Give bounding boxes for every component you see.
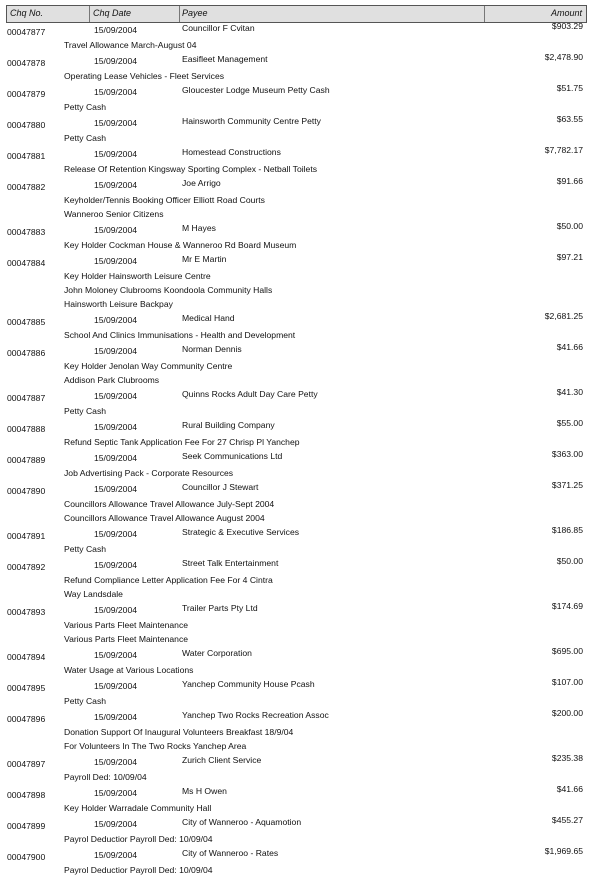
- cheque-number: 00047891: [7, 531, 46, 541]
- cheque-date: 15/09/2004: [94, 391, 138, 401]
- cheque-amount: $903.29: [551, 21, 583, 31]
- cheque-date: 15/09/2004: [94, 87, 138, 97]
- table-row: [0, 83, 597, 114]
- table-row: [0, 708, 597, 753]
- cheque-amount: $235.38: [551, 753, 583, 763]
- cheque-date: 15/09/2004: [94, 605, 138, 615]
- cheque-date: 15/09/2004: [94, 788, 138, 798]
- cheque-line: [0, 114, 597, 131]
- payee-name: Yanchep Two Rocks Recreation Assoc: [182, 710, 329, 720]
- cheque-line: [0, 556, 597, 573]
- payee-name: Councillor J Stewart: [182, 482, 259, 492]
- cheque-line: [0, 846, 597, 863]
- cheque-amount: $200.00: [551, 708, 583, 718]
- cheque-date: 15/09/2004: [94, 850, 138, 860]
- cheque-number: 00047881: [7, 151, 46, 161]
- cheque-description: John Moloney Clubrooms Koondoola Community Halls: [64, 285, 273, 295]
- cheque-amount: $363.00: [551, 449, 583, 459]
- cheque-number: 00047892: [7, 562, 46, 572]
- cheque-date: 15/09/2004: [94, 529, 138, 539]
- cheque-date: 15/09/2004: [94, 484, 138, 494]
- cheque-amount: $91.66: [556, 176, 583, 186]
- table-row: [0, 311, 597, 342]
- table-row: [0, 221, 597, 252]
- cheque-line: [0, 145, 597, 162]
- cheque-description: Key Holder Jenolan Way Community Centre: [64, 361, 233, 371]
- cheque-description: Petty Cash: [64, 406, 107, 416]
- cheque-line: [0, 708, 597, 725]
- cheque-amount: $41.30: [556, 387, 583, 397]
- cheque-description: Petty Cash: [64, 696, 107, 706]
- cheque-date: 15/09/2004: [94, 650, 138, 660]
- cheque-date: 15/09/2004: [94, 225, 138, 235]
- cheque-line: [0, 677, 597, 694]
- cheque-line: [0, 480, 597, 497]
- cheque-line: [0, 252, 597, 269]
- cheque-description: Travel Allowance March-August 04: [64, 40, 197, 50]
- cheque-number: 00047889: [7, 455, 46, 465]
- payee-name: Yanchep Community House Pcash: [182, 679, 315, 689]
- cheque-amount: $41.66: [556, 784, 583, 794]
- cheque-date: 15/09/2004: [94, 560, 138, 570]
- cheque-number: 00047899: [7, 821, 46, 831]
- cheque-amount: $2,478.90: [544, 52, 583, 62]
- cheque-date: 15/09/2004: [94, 118, 138, 128]
- cheque-description: Water Usage at Various Locations: [64, 665, 194, 675]
- cheque-date: 15/09/2004: [94, 712, 138, 722]
- cheque-description: Key Holder Warradale Community Hall: [64, 803, 212, 813]
- header-chq-date: Chq Date: [93, 8, 132, 18]
- cheque-number: 00047877: [7, 27, 46, 37]
- payee-name: Water Corporation: [182, 648, 252, 658]
- cheque-description: Refund Compliance Letter Application Fee For 4 Cintra: [64, 575, 273, 585]
- payee-name: City of Wanneroo - Rates: [182, 848, 279, 858]
- cheque-amount: $97.21: [556, 252, 583, 262]
- cheque-date: 15/09/2004: [94, 56, 138, 66]
- cheque-line: [0, 83, 597, 100]
- cheque-line: [0, 52, 597, 69]
- payee-name: Gloucester Lodge Museum Petty Cash: [182, 85, 330, 95]
- payee-name: City of Wanneroo - Aquamotion: [182, 817, 302, 827]
- cheque-number: 00047887: [7, 393, 46, 403]
- table-row: [0, 815, 597, 846]
- cheque-amount: $63.55: [556, 114, 583, 124]
- table-row: [0, 449, 597, 480]
- cheque-description: Job Advertising Pack - Corporate Resources: [64, 468, 234, 478]
- cheque-line: [0, 525, 597, 542]
- table-row: [0, 784, 597, 815]
- header-divider: [89, 6, 90, 22]
- cheque-description: Donation Support Of Inaugural Volunteers Breakfast 18/9/04: [64, 727, 294, 737]
- cheque-date: 15/09/2004: [94, 346, 138, 356]
- cheque-line: [0, 387, 597, 404]
- payee-name: Zurich Client Service: [182, 755, 262, 765]
- cheque-date: 15/09/2004: [94, 422, 138, 432]
- cheque-description: Way Landsdale: [64, 589, 123, 599]
- table-row: [0, 480, 597, 525]
- cheque-amount: $371.25: [551, 480, 583, 490]
- cheque-number: 00047884: [7, 258, 46, 268]
- payee-name: Hainsworth Community Centre Petty: [182, 116, 321, 126]
- cheque-number: 00047886: [7, 348, 46, 358]
- cheque-number: 00047894: [7, 652, 46, 662]
- cheque-description: Addison Park Clubrooms: [64, 375, 160, 385]
- cheque-description: Key Holder Cockman House & Wanneroo Rd Board Museum: [64, 240, 297, 250]
- cheque-description: For Volunteers In The Two Rocks Yanchep Area: [64, 741, 247, 751]
- cheque-amount: $50.00: [556, 221, 583, 231]
- table-row: [0, 846, 597, 877]
- cheque-description: Councillors Allowance Travel Allowance August 2004: [64, 513, 265, 523]
- cheque-description: Payroll Ded: 10/09/04: [64, 772, 147, 782]
- cheque-description: School And Clinics Immunisations - Health and Development: [64, 330, 296, 340]
- cheque-number: 00047898: [7, 790, 46, 800]
- table-row: [0, 753, 597, 784]
- table-row: [0, 114, 597, 145]
- cheque-description: Petty Cash: [64, 133, 107, 143]
- payee-name: Councillor F Cvitan: [182, 23, 255, 33]
- cheque-description: Keyholder/Tennis Booking Officer Elliott Road Courts: [64, 195, 265, 205]
- cheque-amount: $41.66: [556, 342, 583, 352]
- cheque-number: 00047895: [7, 683, 46, 693]
- table-row: [0, 176, 597, 221]
- cheque-description: Payrol Deductior Payroll Ded: 10/09/04: [64, 834, 213, 844]
- cheque-number: 00047893: [7, 607, 46, 617]
- cheque-date: 15/09/2004: [94, 180, 138, 190]
- table-row: [0, 145, 597, 176]
- table-row: [0, 418, 597, 449]
- cheque-number: 00047885: [7, 317, 46, 327]
- payee-name: Homestead Constructions: [182, 147, 281, 157]
- cheque-line: [0, 342, 597, 359]
- payee-name: Quinns Rocks Adult Day Care Petty: [182, 389, 318, 399]
- table-row: [0, 601, 597, 646]
- cheque-number: 00047880: [7, 120, 46, 130]
- cheque-line: [0, 221, 597, 238]
- cheque-line: [0, 753, 597, 770]
- cheque-description: Release Of Retention Kingsway Sporting Complex - Netball Toilets: [64, 164, 318, 174]
- payee-name: Norman Dennis: [182, 344, 242, 354]
- cheque-amount: $186.85: [551, 525, 583, 535]
- payee-name: Street Talk Entertainment: [182, 558, 279, 568]
- cheque-number: 00047879: [7, 89, 46, 99]
- cheque-description: Petty Cash: [64, 102, 107, 112]
- cheque-description: Councillors Allowance Travel Allowance July-Sept 2004: [64, 499, 275, 509]
- payee-name: Trailer Parts Pty Ltd: [182, 603, 258, 613]
- payee-name: Strategic & Executive Services: [182, 527, 300, 537]
- cheque-amount: $2,681.25: [544, 311, 583, 321]
- cheque-description: Petty Cash: [64, 544, 107, 554]
- cheque-line: [0, 815, 597, 832]
- cheque-number: 00047890: [7, 486, 46, 496]
- cheque-description: Various Parts Fleet Maintenance: [64, 634, 189, 644]
- cheque-line: [0, 784, 597, 801]
- cheque-line: [0, 646, 597, 663]
- header-amount: Amount: [550, 8, 582, 18]
- cheque-date: 15/09/2004: [94, 315, 138, 325]
- payee-name: Mr E Martin: [182, 254, 227, 264]
- cheque-amount: $55.00: [556, 418, 583, 428]
- cheque-line: [0, 449, 597, 466]
- cheque-date: 15/09/2004: [94, 681, 138, 691]
- cheque-date: 15/09/2004: [94, 819, 138, 829]
- header-payee: Payee: [182, 8, 208, 18]
- cheque-description: Hainsworth Leisure Backpay: [64, 299, 173, 309]
- cheque-line: [0, 21, 597, 38]
- payee-name: Ms H Owen: [182, 786, 227, 796]
- cheque-number: 00047897: [7, 759, 46, 769]
- cheque-number: 00047883: [7, 227, 46, 237]
- cheque-line: [0, 601, 597, 618]
- payee-name: Joe Arrigo: [182, 178, 221, 188]
- cheque-date: 15/09/2004: [94, 149, 138, 159]
- cheque-amount: $50.00: [556, 556, 583, 566]
- table-row: [0, 556, 597, 601]
- table-row: [0, 525, 597, 556]
- table-row: [0, 646, 597, 677]
- cheque-number: 00047896: [7, 714, 46, 724]
- payee-name: Easifleet Management: [182, 54, 268, 64]
- cheque-line: [0, 311, 597, 328]
- cheque-date: 15/09/2004: [94, 256, 138, 266]
- cheque-number: 00047900: [7, 852, 46, 862]
- cheque-description: Various Parts Fleet Maintenance: [64, 620, 189, 630]
- cheque-amount: $51.75: [556, 83, 583, 93]
- cheque-description: Key Holder Hainsworth Leisure Centre: [64, 271, 211, 281]
- table-row: [0, 387, 597, 418]
- cheque-amount: $1,969.65: [544, 846, 583, 856]
- payee-name: M Hayes: [182, 223, 216, 233]
- table-row: [0, 252, 597, 311]
- cheque-amount: $7,782.17: [544, 145, 583, 155]
- header-divider: [179, 6, 180, 22]
- header-divider: [484, 6, 485, 22]
- table-row: [0, 21, 597, 52]
- cheque-list: [0, 21, 597, 877]
- cheque-description: Refund Septic Tank Application Fee For 27 Chrisp Pl Yanchep: [64, 437, 300, 447]
- table-row: [0, 677, 597, 708]
- cheque-description: Payrol Deductior Payroll Ded: 10/09/04: [64, 865, 213, 875]
- cheque-amount: $455.27: [551, 815, 583, 825]
- cheque-line: [0, 176, 597, 193]
- payee-name: Rural Building Company: [182, 420, 275, 430]
- cheque-number: 00047878: [7, 58, 46, 68]
- cheque-number: 00047888: [7, 424, 46, 434]
- cheque-amount: $107.00: [551, 677, 583, 687]
- payee-name: Medical Hand: [182, 313, 235, 323]
- table-row: [0, 342, 597, 387]
- table-row: [0, 52, 597, 83]
- cheque-date: 15/09/2004: [94, 757, 138, 767]
- cheque-description: Wanneroo Senior Citizens: [64, 209, 164, 219]
- cheque-number: 00047882: [7, 182, 46, 192]
- cheque-amount: $695.00: [551, 646, 583, 656]
- cheque-line: [0, 418, 597, 435]
- header-chq-no: Chq No.: [10, 8, 44, 18]
- cheque-description: Operating Lease Vehicles - Fleet Services: [64, 71, 225, 81]
- cheque-amount: $174.69: [551, 601, 583, 611]
- cheque-date: 15/09/2004: [94, 453, 138, 463]
- payee-name: Seek Communications Ltd: [182, 451, 283, 461]
- cheque-date: 15/09/2004: [94, 25, 138, 35]
